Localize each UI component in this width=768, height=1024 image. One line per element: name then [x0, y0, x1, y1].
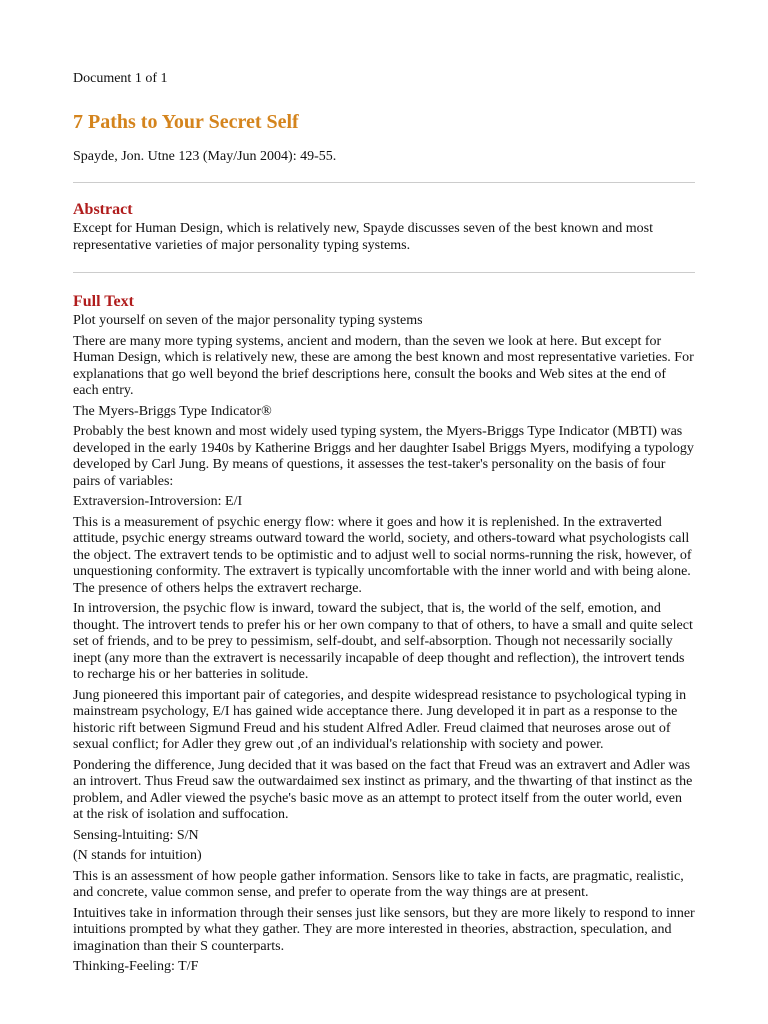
- paragraph: This is an assessment of how people gather information. Sensors like to take in facts, are pragmatic, realistic, and concrete, value common sense, and prefer to operate from the way things are at present.: [73, 868, 684, 900]
- abstract-text: Except for Human Design, which is relatively new, Spayde discusses seven of the best known and most representative varieties of major personality typing systems.: [73, 221, 653, 253]
- paragraph: Intuitives take in information through their senses just like sensors, but they are more likely to respond to inner intuitions prompted by what they gather. They are more interested in theories, abstraction, speculation, and imagination than their S counterparts.: [73, 905, 695, 954]
- paragraph: Pondering the difference, Jung decided that it was based on the fact that Freud was an extravert and Adler was an introvert. Thus Freud saw the outwardaimed sex instinct as primary, and the thwarting of that instinct as the problem, and Adler viewed the psyche's basic move as an attempt to protect itself from the outer world, even at the risk of isolation and suffocation.: [73, 757, 693, 822]
- paragraph: Probably the best known and most widely used typing system, the Myers-Briggs Type Indicator (MBTI) was developed in the early 1940s by Katherine Briggs and her daughter Isabel Briggs Myers, modifying a typology developed by Carl Jung. By means of questions, it assesses the test-taker's personality on the basis of four pairs of variables:: [73, 424, 694, 489]
- section-subheading: The Myers-Briggs Type Indicator®: [73, 403, 272, 419]
- section-subheading: Thinking-Feeling: T/F: [73, 959, 199, 974]
- section-subheading: Extraversion-Introversion: E/I: [73, 494, 243, 509]
- divider-after-citation: [73, 182, 695, 183]
- abstract-heading: Abstract: [73, 201, 133, 218]
- paragraph: This is a measurement of psychic energy flow: where it goes and how it is replenished. In the extraverted attitude, psychic energy streams outward toward the world, society, and others-toward what psychologists call the object. The extravert tends to be optimistic and to adjust well to social norms-running the risk, however, of unquestioning conformity. The extravert is typically uncomfortable with the inner world and with being alone. The presence of others helps the extravert recharge.: [73, 514, 692, 596]
- full-text-heading: Full Text: [73, 293, 134, 310]
- paragraph: There are many more typing systems, ancient and modern, than the seven we look at here. But except for Human Design, which is relatively new, these are among the best known and most representative varieties. For explanations that go well beyond the brief descriptions here, consult the books and Web sites at the end of each entry.: [73, 333, 694, 398]
- full-text-body: [73, 313, 695, 976]
- paragraph: (N stands for intuition): [73, 848, 202, 863]
- divider-after-abstract: [73, 272, 695, 273]
- paragraph: Plot yourself on seven of the major personality typing systems: [73, 313, 423, 328]
- document-title: 7 Paths to Your Secret Self: [73, 111, 299, 133]
- paragraph: Jung pioneered this important pair of categories, and despite widespread resistance to psychological typing in mainstream psychology, E/I has gained wide acceptance there. Jung developed it in part as a response to the historic rift between Sigmund Freud and his student Alfred Adler. Freud claimed that neuroses arose out of sexual conflict; for Adler they grew out ,of an individual's relationship with society and power.: [73, 687, 687, 752]
- document-count: Document 1 of 1: [73, 71, 168, 86]
- section-subheading: Sensing-lntuiting: S/N: [73, 827, 199, 843]
- paragraph: In introversion, the psychic flow is inward, toward the subject, that is, the world of the self, emotion, and thought. The introvert tends to prefer his or her own company to that of others, to have a small and quite select set of friends, and to be prey to pessimism, self-doubt, and self-absorption. Though not necessarily socially inept (any more than the extravert is necessarily incapable of deep thought and reflection), the introvert tends to recharge his or her batteries in solitude.: [73, 601, 693, 682]
- citation: Spayde, Jon. Utne 123 (May/Jun 2004): 49-55.: [73, 149, 337, 164]
